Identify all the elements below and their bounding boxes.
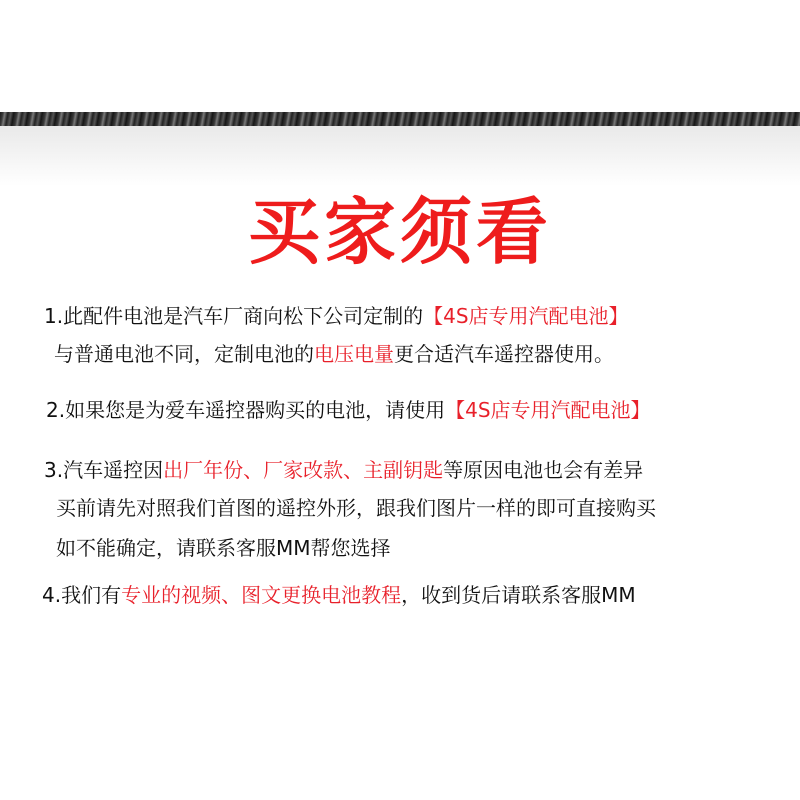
- item-2-text: 2.如果您是为爱车遥控器购买的电池，请使用: [46, 398, 446, 422]
- item-2-line-1: [46, 396, 651, 424]
- item-1-line-2: [54, 340, 614, 368]
- item-1-text-2: 与普通电池不同，定制电池的: [54, 342, 314, 366]
- item-2-highlight: 【4S店专用汽配电池】: [445, 398, 651, 422]
- item-4-text: 4.我们有: [42, 583, 122, 607]
- item-4-highlight: 专业的视频、图文更换电池教程: [121, 583, 402, 607]
- item-3-text: 3.汽车遥控因: [44, 458, 164, 482]
- page-title: 买家须看: [247, 190, 552, 274]
- item-4-text-2: ，收到货后请联系客服MM: [401, 583, 636, 607]
- item-3-text-2: 等原因电池也会有差异: [443, 458, 644, 482]
- item-1-highlight-2: 电压电量: [314, 342, 394, 366]
- top-photo-strip: [0, 112, 800, 126]
- item-1-highlight: 【4S店专用汽配电池】: [423, 304, 629, 328]
- item-3-highlight: 出厂年份、厂家改款、主副钥匙: [163, 458, 444, 482]
- item-1-text-3: 更合适汽车遥控器使用。: [394, 342, 614, 366]
- item-4-line-1: [42, 581, 636, 609]
- banner-fade: [0, 126, 800, 186]
- item-3-line-2: 买前请先对照我们首图的遥控外形，跟我们图片一样的即可直接购买: [56, 496, 656, 520]
- item-3-line-3: 如不能确定，请联系客服MM帮您选择: [56, 536, 391, 560]
- item-1-line-1: [44, 302, 629, 330]
- item-1-text: 1.此配件电池是汽车厂商向松下公司定制的: [44, 304, 424, 328]
- item-3-line-1: [44, 456, 643, 484]
